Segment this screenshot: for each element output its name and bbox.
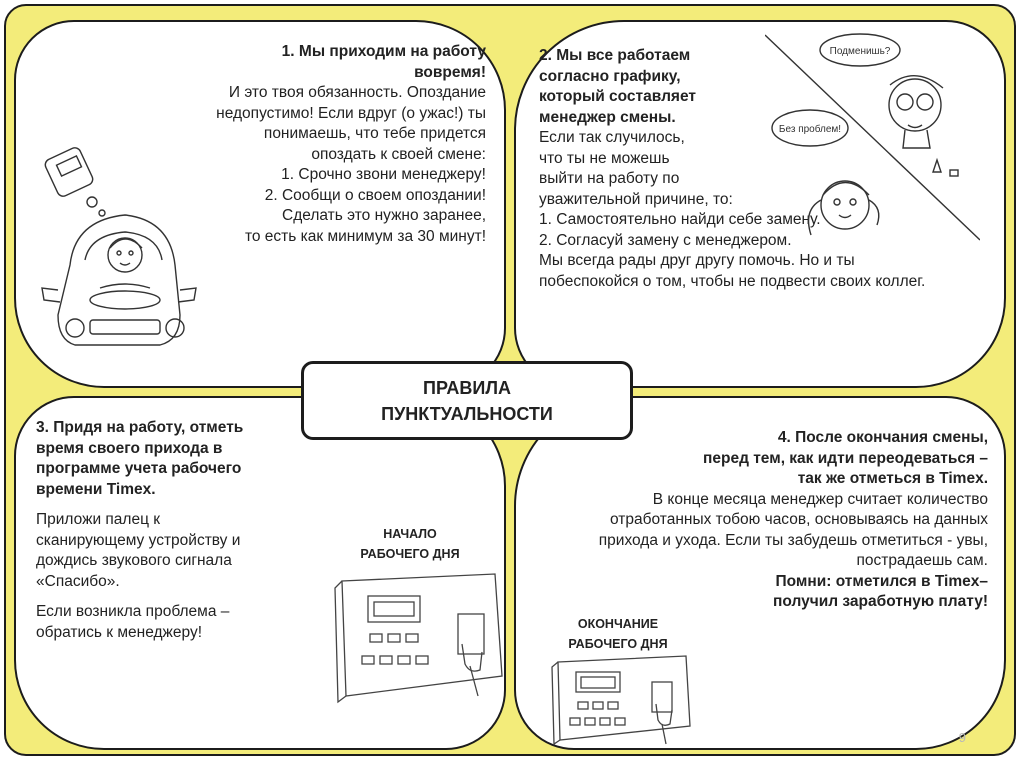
rule-3-text	[36, 418, 316, 643]
title-line2: ПУНКТУАЛЬНОСТИ	[381, 403, 553, 424]
end-label-line: ОКОНЧАНИЕ	[577, 617, 659, 631]
rule-1-line: 2. Сообщи о своем опоздании!	[264, 186, 486, 204]
start-label-line: НАЧАЛО	[383, 527, 437, 541]
rule-4-heading-line: перед тем, как идти переодеваться –	[703, 449, 988, 467]
rule-4-footer-line: получил заработную плату!	[773, 593, 988, 610]
rule-1-line: Сделать это нужно заранее,	[282, 207, 486, 224]
rule-1-line: опоздать к своей смене:	[311, 145, 486, 163]
rule-4-line: прихода и ухода. Если ты забудешь отметиться - увы,	[598, 531, 988, 549]
rule-4-footer-line: Помни: отметился в Timex–	[775, 572, 988, 590]
rule-1-heading-line2: вовремя!	[414, 63, 486, 81]
rule-3-line: Приложи палец к	[36, 511, 161, 528]
rule-2-line: Если так случилось,	[539, 129, 685, 146]
rule-2-heading-line: 2. Мы все работаем	[539, 47, 691, 64]
rule-3-line: обратись к менеджеру!	[36, 623, 203, 641]
rule-3-heading-line: 3. Придя на работу, отметь	[36, 419, 244, 436]
rule-3-heading-line: программе учета рабочего	[36, 460, 242, 477]
rule-2-line: выйти на работу по	[539, 170, 680, 187]
rule-1-line: то есть как минимум за 30 минут!	[244, 227, 486, 245]
rule-4-text	[520, 428, 988, 613]
rule-1-heading-line1: 1. Мы приходим на работу	[281, 43, 486, 60]
car-driver-illustration	[30, 140, 210, 365]
rule-2-line: что ты не можешь	[539, 149, 670, 167]
rule-1-line: И это твоя обязанность. Опоздание	[228, 84, 486, 101]
rule-2-line: Мы всегда рады друг другу помочь. Но и ты	[539, 252, 855, 269]
rule-3-line: дождись звукового сигнала	[36, 552, 232, 569]
rule-1-line: понимаешь, что тебе придется	[263, 125, 486, 142]
rule-2-line: уважительной причине, то:	[539, 190, 733, 208]
title-box	[301, 361, 633, 440]
rule-2-heading-line: согласно графику,	[539, 67, 681, 85]
rule-4-heading-line: 4. После окончания смены,	[777, 429, 988, 446]
rule-2-line: 1. Самостоятельно найди себе замену.	[539, 211, 821, 228]
bubble-text-2: Без проблем!	[778, 124, 842, 135]
end-day-label	[548, 614, 688, 654]
rule-4-line: отработанных тобою часов, основываясь на данных	[610, 511, 988, 528]
rule-2-heading-line: менеджер смены.	[539, 108, 676, 126]
coworkers-illustration	[765, 30, 980, 245]
rule-2-line: 2. Согласуй замену с менеджером.	[539, 231, 792, 249]
bubble-text-1: Подменишь?	[829, 46, 891, 57]
rule-3-heading-line: времени Timex.	[36, 480, 156, 498]
rule-4-heading-line: так же отметься в Timex.	[797, 470, 988, 487]
rule-4-line: пострадаешь сам.	[856, 552, 988, 569]
rule-4-line: В конце месяца менеджер считает количество	[652, 490, 988, 508]
time-clock-end-illustration	[548, 652, 698, 747]
rule-1-line: недопустимо! Если вдруг (о ужас!) ты	[216, 104, 486, 122]
rule-2-heading-line: который составляет	[539, 88, 696, 105]
rule-3-heading-line: время своего прихода в	[36, 439, 223, 457]
rule-3-line: «Спасибо».	[36, 572, 120, 590]
rule-3-line: сканирующему устройству и	[36, 531, 241, 549]
rule-2-line: побеспокойся о том, чтобы не подвести своих коллег.	[539, 272, 926, 290]
start-day-label	[340, 524, 480, 564]
end-label-line: РАБОЧЕГО ДНЯ	[568, 637, 668, 651]
title-line1: ПРАВИЛА	[423, 377, 511, 398]
page-number: 9	[958, 730, 966, 745]
rule-1-line: 1. Срочно звони менеджеру!	[281, 166, 486, 183]
rule-3-line: Если возникла проблема –	[36, 603, 230, 620]
time-clock-start-illustration	[330, 566, 510, 708]
start-label-line: РАБОЧЕГО ДНЯ	[360, 547, 460, 561]
